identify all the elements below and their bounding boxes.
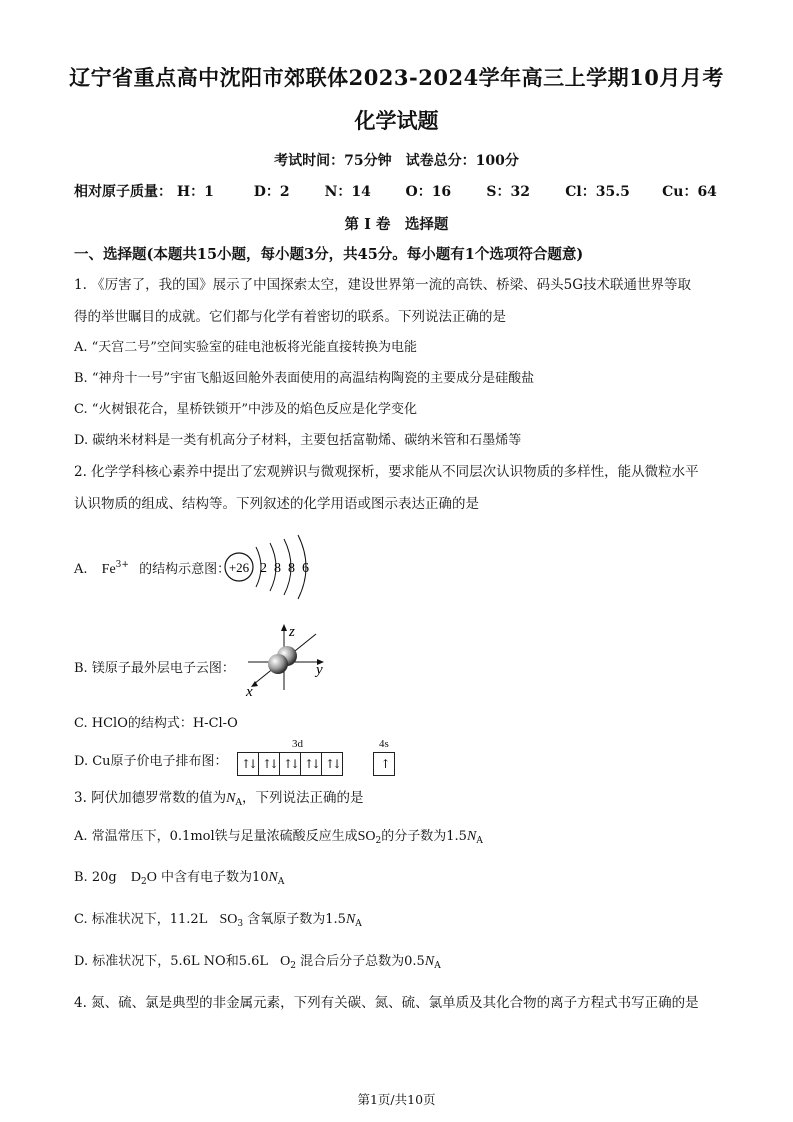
q2-a-ion: Fe: [101, 562, 116, 577]
q2-option-b: B. 镁原子最外层电子云图：: [74, 661, 235, 676]
y-axis-label: y: [316, 662, 323, 678]
orbital-box: ↑↓: [258, 752, 280, 776]
q3-option-d: [74, 950, 441, 971]
na-subscript: A: [434, 961, 441, 971]
q2-a-prefix: A.: [74, 562, 88, 577]
mass-item: N：14: [324, 184, 371, 200]
q3-stem-suffix: ，下列说法正确的是: [242, 790, 364, 806]
na-subscript: A: [476, 836, 483, 846]
z-axis-arrow: [281, 624, 287, 631]
orbital-box: ↑: [373, 752, 395, 776]
q2-stem-line2: 认识物质的组成、结构等。下列叙述的化学用语或图示表达正确的是: [74, 496, 479, 512]
q1-option-c: C. “火树银花合，星桥铁锁开”中涉及的焰色反应是化学变化: [74, 402, 418, 417]
q3-d-text: D. 标准状况下，5.6L NO和5.6L: [74, 954, 269, 969]
q3-stem: [74, 786, 364, 808]
x-axis-label: x: [246, 684, 253, 700]
mass-item: H：1: [176, 184, 214, 200]
q2-option-d: D. Cu原子价电子排布图：: [74, 754, 228, 769]
formula: SO: [219, 912, 238, 927]
q1-option-b: B. “神舟十一号”宇宙飞船返回舱外表面使用的高温结构陶瓷的主要成分是硅酸盐: [74, 371, 535, 386]
q2-a-suffix: 的结构示意图：: [139, 562, 231, 577]
formula: O: [146, 870, 157, 885]
page-footer: 第1页/共10页: [357, 1092, 436, 1107]
shell-electrons: 8: [274, 561, 281, 576]
q1-option-d: D. 碳纳米材料是一类有机高分子材料，主要包括富勒烯、碳纳米管和石墨烯等: [74, 433, 522, 448]
formula: D: [130, 870, 141, 885]
orbital-box: ↑↓: [300, 752, 322, 776]
mass-item: S：32: [486, 184, 530, 200]
q1-stem-line2: 得的举世瞩目的成就。它们都与化学有着密切的联系。下列说法正确的是: [74, 309, 506, 325]
q3-stem-prefix: 3. 阿伏加德罗常数的值为: [74, 790, 227, 806]
shell-electrons: 2: [260, 561, 267, 576]
q2-a-charge: 3+: [115, 560, 129, 570]
formula-subscript: 2: [375, 836, 382, 846]
q3-option-c: [74, 908, 362, 929]
q1-option-a: A. “天宫二号”空间实验室的硅电池板将光能直接转换为电能: [74, 340, 417, 355]
q3-a-text: A. 常温常压下，0.1mol铁与足量浓硫酸反应生成: [74, 829, 358, 844]
q4-stem: 4. 氮、硫、氯是典型的非金属元素，下列有关碳、氮、硫、氯单质及其化合物的离子方程式书写正确的是: [74, 995, 699, 1011]
label-3d: 3d: [292, 738, 303, 750]
mg-electron-cloud-diagram: [238, 620, 333, 700]
q3-c-text: C. 标准状况下，11.2L: [74, 912, 208, 927]
z-axis-label: z: [289, 624, 295, 640]
mass-item: O：16: [405, 184, 452, 200]
q3-b-text: B. 20g: [74, 870, 117, 885]
label-4s: 4s: [379, 738, 389, 750]
q3-c-text: 含氧原子数为1.5: [247, 912, 346, 927]
q2-stem-line1: 2. 化学学科核心素养中提出了宏观辨识与微观探析，要求能从不同层次认识物质的多样性，能从微粒水平: [74, 464, 699, 480]
formula: O: [280, 954, 291, 969]
na-subscript: A: [235, 798, 243, 808]
atomic-masses: [74, 181, 717, 201]
na-symbol: N: [226, 791, 236, 806]
q3-option-b: [74, 866, 284, 887]
orbital-box: ↑↓: [279, 752, 301, 776]
orbital-box: ↑↓: [237, 752, 259, 776]
q2-option-a: [74, 558, 230, 578]
formula-subscript: 2: [140, 877, 147, 887]
na-subscript: A: [355, 919, 362, 929]
na-symbol: N: [424, 954, 435, 969]
q3-b-text: 中含有电子数为10: [160, 870, 269, 885]
shell-electrons: 8: [288, 561, 295, 576]
mass-item: Cu：64: [662, 184, 717, 200]
orbital-lobe: [268, 654, 288, 674]
section-title: 第 I 卷 选择题: [344, 216, 449, 233]
q3-d-text: 混合后分子总数为0.5: [300, 954, 425, 969]
q3-a-text: 的分子数为1.5: [381, 829, 467, 844]
fe-ion-structure-diagram: [222, 530, 322, 608]
exam-title: 辽宁省重点高中沈阳市郊联体2023-2024学年高三上学期10月月考: [69, 65, 724, 90]
shell-electrons: 6: [302, 561, 309, 576]
na-symbol: N: [268, 870, 278, 885]
na-subscript: A: [277, 877, 285, 887]
formula-subscript: 2: [290, 961, 297, 971]
orbital-box: ↑↓: [321, 752, 343, 776]
formula: SO: [357, 829, 376, 844]
q1-stem-line1: 1. 《厉害了，我的国》展示了中国探索太空，建设世界第一流的高铁、桥梁、码头5G技术联通世界等取: [74, 277, 692, 293]
q3-option-a: [74, 825, 483, 846]
exam-info: 考试时间：75分钟 试卷总分：100分: [274, 153, 519, 169]
q2-option-c: C. HClO的结构式：H-Cl-O: [74, 716, 238, 731]
na-symbol: N: [466, 829, 477, 844]
mass-item: D：2: [253, 184, 290, 200]
nucleus-charge: +26: [228, 560, 250, 575]
orbital-4s-box: [374, 752, 395, 776]
orbital-3d-boxes: [238, 752, 343, 776]
exam-subtitle: 化学试题: [354, 108, 439, 133]
formula-subscript: 3: [237, 919, 244, 929]
atomic-masses-label: 相对原子质量：: [74, 184, 172, 200]
na-symbol: N: [345, 912, 356, 927]
part-heading: 一、选择题(本题共15小题，每小题3分，共45分。每小题有1个选项符合题意): [74, 246, 584, 263]
mass-item: Cl：35.5: [565, 184, 630, 200]
